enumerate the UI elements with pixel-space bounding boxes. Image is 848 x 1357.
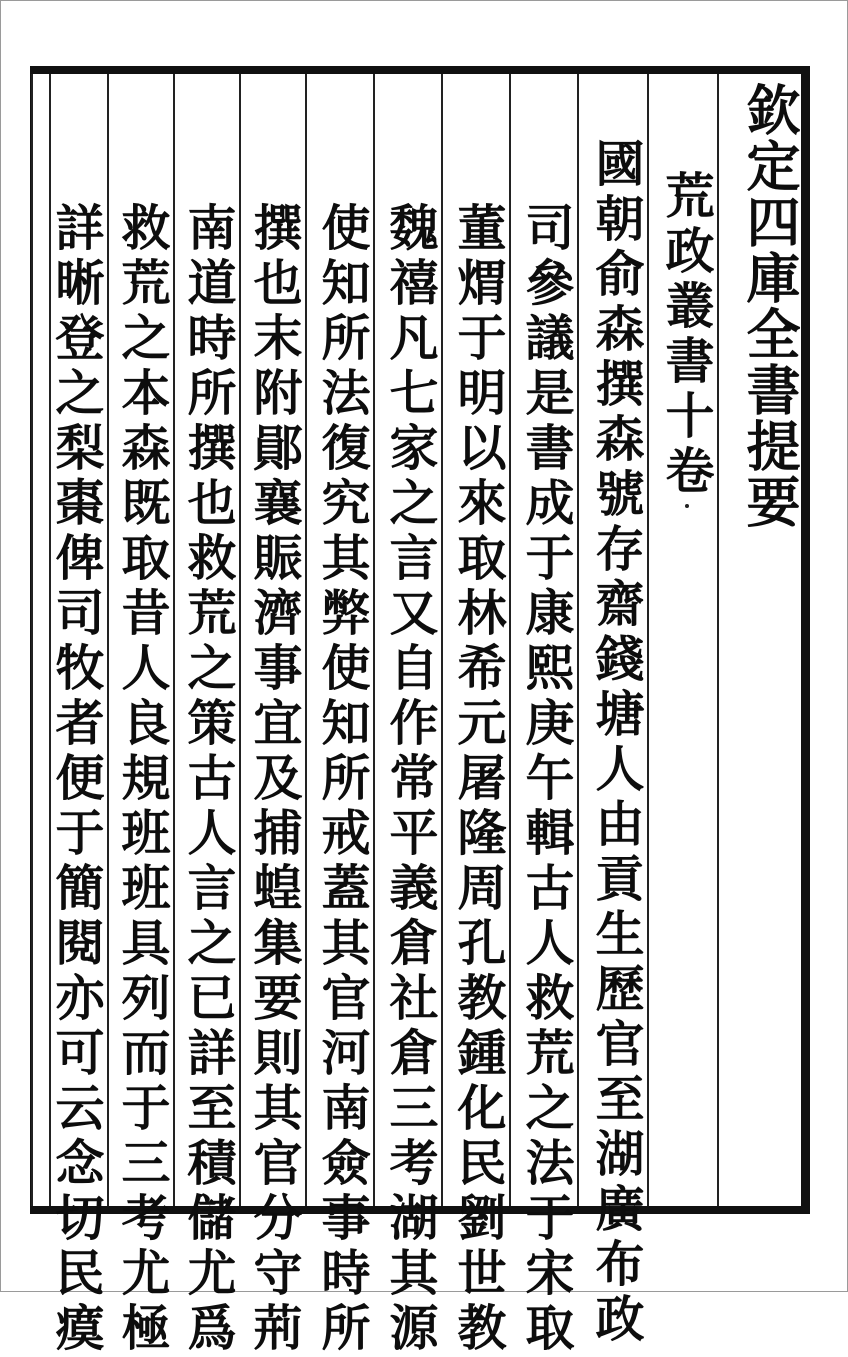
body-column-9 [31,74,107,1357]
body-column-6 [239,74,305,1357]
body-line-8: 救荒之本森既取昔人良規班班具列而于三考尤極 [114,202,172,1357]
body-column-4 [373,74,441,1357]
body-line-3: 董煟于明以來取林希元屠隆周孔教鍾化民劉世教 [450,202,508,1357]
body-line-9: 詳晰登之梨棗俾司牧者便于簡閱亦可云念切民瘼 [48,202,106,1357]
body-line-4: 魏禧凡七家之言又自作常平義倉社倉三考湖其源 [382,202,440,1357]
book-page [30,66,810,1357]
book-title: 荒政叢書十卷 [658,170,716,500]
body-column-1 [577,74,647,1348]
body-column-8 [107,74,173,1357]
book-title-column [647,74,717,1206]
body-line-5: 使知所法復究其弊使知所戒蓋其官河南僉事時所 [314,202,372,1357]
punctuation-dot [685,504,689,508]
title-column [717,74,801,1206]
body-column-2 [509,74,577,1357]
body-line-7: 南道時所撰也救荒之策古人言之已詳至積儲尤爲 [180,202,238,1357]
body-column-7 [173,74,239,1357]
text-columns [48,74,802,1357]
body-column-5 [305,74,373,1357]
body-line-2: 司參議是書成于康熙庚午輯古人救荒之法于宋取 [518,202,576,1357]
body-line-1: 國朝俞森撰森號存齋錢塘人由貢生歷官至湖廣布政 [588,138,646,1348]
collection-title: 欽定四庫全書提要 [738,82,802,530]
body-line-6: 撰也末附鄖襄賑濟事宜及捕蝗集要則其官分守荊 [246,202,304,1357]
body-column-3 [441,74,509,1357]
